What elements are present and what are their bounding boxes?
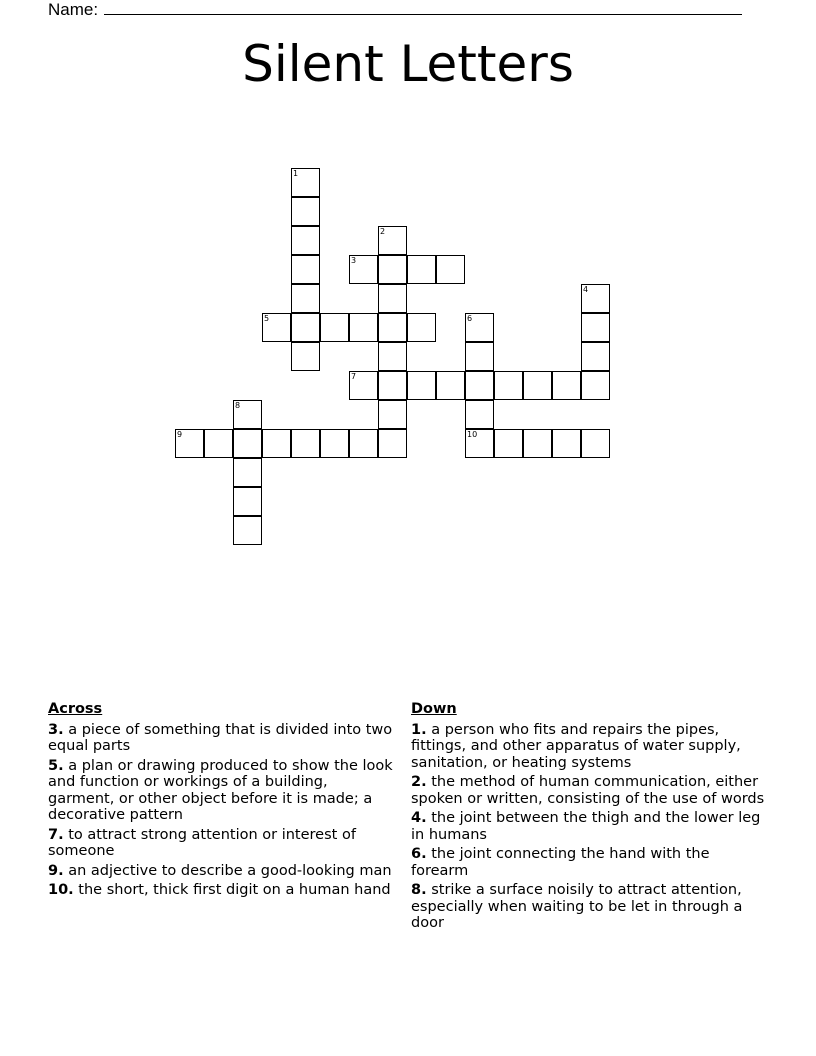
- crossword-cell[interactable]: [465, 342, 494, 371]
- crossword-cell[interactable]: [349, 429, 378, 458]
- clue-number-8: 8: [235, 401, 241, 410]
- crossword-cell[interactable]: [436, 255, 465, 284]
- crossword-cell[interactable]: [465, 429, 494, 458]
- clue-across-7: 7. to attract strong attention or interest of someone: [48, 826, 356, 859]
- crossword-cell[interactable]: [581, 342, 610, 371]
- clue-across-5: 5. a plan or drawing produced to show the look and function or workings of a building, garment, or other object before it is made; a decorative pattern: [48, 757, 393, 823]
- across-heading: Across: [48, 701, 103, 717]
- crossword-cell[interactable]: [291, 226, 320, 255]
- crossword-cell[interactable]: [349, 255, 378, 284]
- crossword-cell[interactable]: [291, 342, 320, 371]
- crossword-cell[interactable]: [494, 371, 523, 400]
- page-title: Silent Letters: [242, 35, 574, 93]
- crossword-cell[interactable]: [378, 429, 407, 458]
- crossword-cell[interactable]: [407, 255, 436, 284]
- crossword-cell[interactable]: [233, 516, 262, 545]
- crossword-cell[interactable]: [262, 429, 291, 458]
- crossword-cell[interactable]: [378, 255, 407, 284]
- crossword-cell[interactable]: [465, 371, 494, 400]
- crossword-cell[interactable]: [291, 197, 320, 226]
- crossword-cell[interactable]: [378, 284, 407, 313]
- crossword-cell[interactable]: [349, 313, 378, 342]
- crossword-cell[interactable]: [378, 226, 407, 255]
- down-clues: [411, 701, 766, 935]
- crossword-cell[interactable]: [465, 400, 494, 429]
- crossword-cell[interactable]: [378, 313, 407, 342]
- crossword-cell[interactable]: [581, 313, 610, 342]
- crossword-cell[interactable]: [204, 429, 233, 458]
- crossword-cell[interactable]: [581, 371, 610, 400]
- crossword-cell[interactable]: [407, 371, 436, 400]
- crossword-cell[interactable]: [349, 371, 378, 400]
- crossword-cell[interactable]: [291, 168, 320, 197]
- clue-down-1: 1. a person who fits and repairs the pipes, fittings, and other apparatus of water supply, sanitation, or heating systems: [411, 721, 741, 771]
- crossword-cell[interactable]: [494, 429, 523, 458]
- clue-across-9: 9. an adjective to describe a good-looking man: [48, 862, 392, 879]
- crossword-cell[interactable]: [378, 371, 407, 400]
- crossword-cell[interactable]: [233, 429, 262, 458]
- clue-down-6: 6. the joint connecting the hand with the forearm: [411, 846, 710, 879]
- crossword-cell[interactable]: [552, 429, 581, 458]
- crossword-cell[interactable]: [581, 429, 610, 458]
- name-label: Name:: [48, 0, 99, 19]
- clue-number-5: 5: [264, 314, 270, 323]
- crossword-cell[interactable]: [291, 255, 320, 284]
- crossword-cell[interactable]: [175, 429, 204, 458]
- name-underline[interactable]: [104, 0, 742, 15]
- crossword-cell[interactable]: [291, 284, 320, 313]
- crossword-cell[interactable]: [291, 313, 320, 342]
- clue-down-8: 8. strike a surface noisily to attract attention, especially when waiting to be let in through a door: [411, 882, 743, 931]
- crossword-cell[interactable]: [436, 371, 465, 400]
- clue-number-2: 2: [380, 227, 386, 236]
- clue-number-4: 4: [583, 285, 589, 294]
- crossword-cell[interactable]: [407, 313, 436, 342]
- crossword-cell[interactable]: [465, 313, 494, 342]
- clue-number-9: 9: [177, 430, 183, 439]
- crossword-cell[interactable]: [320, 313, 349, 342]
- crossword-cell[interactable]: [378, 342, 407, 371]
- down-heading: Down: [411, 701, 457, 717]
- crossword-cell[interactable]: [581, 284, 610, 313]
- name-field[interactable]: [48, 0, 742, 20]
- clue-down-4: 4. the joint between the thigh and the lower leg in humans: [411, 810, 761, 843]
- clue-number-1: 1: [293, 169, 299, 178]
- clue-number-6: 6: [467, 314, 473, 323]
- crossword-cell[interactable]: [523, 429, 552, 458]
- clue-number-7: 7: [351, 372, 357, 381]
- crossword-cell[interactable]: [552, 371, 581, 400]
- crossword-cell[interactable]: [320, 429, 349, 458]
- crossword-cell[interactable]: [523, 371, 552, 400]
- crossword-cell[interactable]: [378, 400, 407, 429]
- crossword-cell[interactable]: [291, 429, 320, 458]
- clue-down-2: 2. the method of human communication, either spoken or written, consisting of the use of words: [411, 774, 765, 807]
- crossword-cell[interactable]: [233, 400, 262, 429]
- crossword-cell[interactable]: [233, 458, 262, 487]
- crossword-cell[interactable]: [233, 487, 262, 516]
- across-clues: [48, 701, 393, 902]
- clue-across-10: 10. the short, thick first digit on a human hand: [48, 882, 391, 898]
- clue-number-3: 3: [351, 256, 357, 265]
- clue-number-10: 10: [467, 430, 478, 439]
- clue-across-3: 3. a piece of something that is divided into two equal parts: [48, 721, 393, 754]
- crossword-cell[interactable]: [262, 313, 291, 342]
